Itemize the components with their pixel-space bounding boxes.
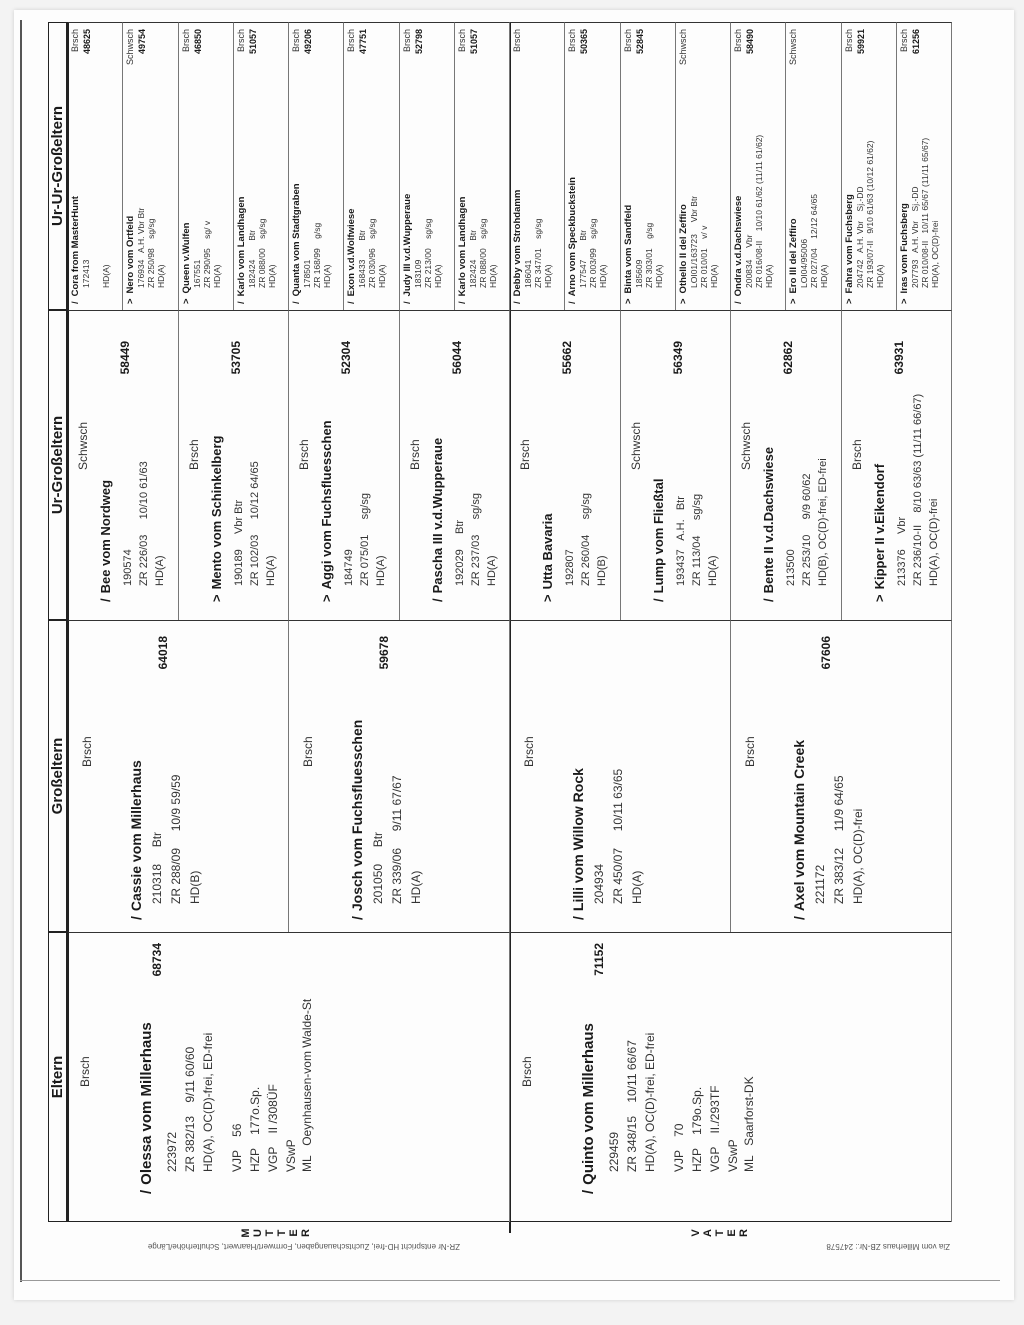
- relation-mark: /: [650, 598, 666, 602]
- detail-line: HD(A), OC(D)-frei: [929, 220, 940, 288]
- great-great-grandparent-cell: [179, 22, 234, 310]
- breed-label: Brsch: [186, 439, 201, 470]
- father-side-label: VATER: [690, 1227, 750, 1239]
- registry-number: 49754: [137, 29, 148, 55]
- detail-line: HD(A): [377, 264, 388, 288]
- detail-line: HD(A): [487, 264, 498, 288]
- parent-cell: [68, 932, 510, 1222]
- relation-mark: /: [512, 301, 523, 304]
- great-great-grandparent-cell: [289, 22, 344, 310]
- dog-name-row: [623, 205, 634, 304]
- breed-label: Schwsch: [76, 421, 90, 470]
- breeding-line: ML Saarforst-DK: [742, 1076, 756, 1172]
- detail-line: HD(A), OC(D)-frei, ED-frei: [201, 1032, 215, 1172]
- detail-line: ZR 016/08-II 10/10 61/62 (11/11 61/62): [754, 134, 764, 288]
- registry-number: 46850: [192, 29, 203, 55]
- performance-result: VJP 56: [230, 1123, 244, 1172]
- breed-label: Brsch: [291, 29, 301, 53]
- detail-line: ZR 088/00 sg/sg: [477, 218, 488, 288]
- great-great-grandparent-cell: [565, 22, 620, 310]
- detail-line: HD(A): [598, 264, 609, 288]
- detail-line: 186041: [523, 259, 533, 288]
- great-grandparent-cell: [621, 310, 732, 620]
- detail-line: ZR 213/00 sg/sg: [422, 218, 433, 288]
- detail-line: ZR 102/03 10/12 64/65: [248, 461, 261, 586]
- breed-label: Brsch: [456, 29, 467, 53]
- detail-line: 207793 A.H. Vbr Sj.-DD: [909, 186, 920, 288]
- column-header-parents: Eltern: [48, 932, 68, 1222]
- dog-name-row: [181, 223, 192, 304]
- breed-label: Brsch: [401, 29, 412, 53]
- registry-number: 68734: [150, 943, 164, 977]
- detail-line: ZR 237/03 sg/sg: [469, 493, 482, 586]
- grandparent-cell: [510, 620, 731, 932]
- detail-line: 223972: [165, 1131, 179, 1172]
- great-grandparent-cell: [400, 310, 511, 620]
- great-grandparent-cell: [179, 310, 290, 620]
- detail-line: 221172: [813, 864, 827, 904]
- relation-mark: /: [128, 916, 144, 920]
- dog-name: Cora from MasterHunt: [70, 196, 81, 297]
- dog-name: Utta Bavaria: [540, 513, 555, 590]
- detail-line: ZR 253/10 9/9 60/62: [801, 473, 813, 586]
- grandparent-cell: [68, 620, 289, 932]
- breed-label: Brsch: [518, 439, 532, 470]
- relation-mark: /: [70, 301, 81, 304]
- detail-line: ZR 260/04 sg/sg: [580, 493, 592, 586]
- breed-label: Schwsch: [739, 421, 753, 470]
- detail-line: HD(A), OC(D)-frei: [851, 808, 865, 904]
- detail-line: HD(A): [322, 264, 332, 288]
- breed-label: Brsch: [407, 439, 422, 470]
- detail-line: 213376 Vbr: [895, 516, 908, 586]
- breed-label: Brsch: [80, 736, 94, 767]
- detail-line: ZR 339/06 9/11 67/67: [390, 775, 404, 904]
- relation-mark: /: [580, 1189, 597, 1194]
- detail-line: 192807: [564, 549, 576, 586]
- detail-line: HD(A): [543, 264, 553, 288]
- detail-line: HD(A): [653, 264, 664, 288]
- registry-number: 64018: [156, 636, 170, 670]
- detail-line: ZR 226/03 10/10 61/63: [138, 461, 150, 586]
- dog-name-row: [236, 197, 247, 304]
- detail-line: 190189 Vbr Btr: [232, 499, 245, 586]
- dog-name: Ero III del Zeffiro: [788, 218, 800, 294]
- breed-label: Brsch: [622, 29, 633, 53]
- detail-line: HD(A): [485, 555, 498, 586]
- breed-label: Brsch: [733, 29, 743, 53]
- relation-mark: /: [346, 301, 358, 304]
- footer-dog-id: Zia vom Millerhaus ZB-Nr.: 247578: [826, 1242, 950, 1251]
- breed-label: Brsch: [78, 1056, 92, 1087]
- breed-label: Brsch: [843, 29, 854, 53]
- registry-number: 58449: [118, 341, 132, 375]
- breed-label: Brsch: [235, 29, 246, 53]
- detail-line: LOI01/163723 Vbr Btr: [688, 195, 699, 288]
- relation-mark: >: [871, 594, 887, 602]
- breed-label: Schwsch: [125, 29, 136, 66]
- detail-line: 167551: [191, 259, 202, 288]
- detail-line: ZR 236/10-II 8/10 63/63 (11/11 66/67): [911, 393, 924, 586]
- detail-line: HD(A): [154, 555, 166, 586]
- dog-name-row: [209, 436, 224, 602]
- great-great-grandparent-cell: [123, 22, 178, 310]
- relation-mark: /: [791, 916, 807, 920]
- detail-line: 193437 A.H. Btr: [674, 496, 687, 586]
- dog-name: Quanta vom Stadtgraben: [291, 183, 302, 297]
- dog-name: Othello II del Zeffiro: [677, 204, 689, 294]
- registry-number: 50365: [579, 29, 590, 55]
- relation-mark: >: [125, 298, 137, 304]
- detail-line: ZR 010/01 v/ v: [698, 225, 709, 288]
- dog-name: Quinto vom Millerhaus: [580, 1023, 597, 1185]
- performance-result: VGP II /308ÜF: [266, 1084, 280, 1172]
- great-great-grandparent-cell: [234, 22, 289, 310]
- detail-line: 176934 A.H. Vbr Btr: [136, 207, 147, 288]
- detail-line: HD(A): [264, 555, 277, 586]
- great-great-grandparent-cell: [455, 22, 510, 310]
- detail-line: HD(A): [101, 264, 111, 288]
- registry-number: 59678: [377, 636, 391, 670]
- dog-name-row: [291, 183, 302, 304]
- dog-name-row: [791, 740, 807, 920]
- great-great-grandparent-cell: [676, 22, 731, 310]
- detail-line: HD(B): [596, 555, 608, 586]
- mother-side-label: MUTTER: [240, 1227, 312, 1239]
- detail-line: 204934: [592, 863, 606, 904]
- relation-mark: /: [349, 916, 365, 920]
- dog-name: Cassie vom Millerhaus: [128, 760, 144, 912]
- relation-mark: /: [570, 916, 586, 920]
- detail-line: 200834 Vbr: [744, 234, 754, 288]
- performance-result: VGP II./293TF: [708, 1085, 722, 1172]
- dog-name: Karlo vom Landhagen: [235, 196, 247, 297]
- registry-number: 47751: [358, 29, 369, 55]
- relation-mark: /: [761, 598, 776, 602]
- performance-result: HZP 179o.Sp.: [690, 1086, 704, 1172]
- performance-result: VSwP: [284, 1139, 298, 1172]
- dog-name-row: [761, 447, 776, 602]
- registry-number: 63931: [891, 341, 906, 375]
- parent-cell: [510, 932, 952, 1222]
- dog-name-row: [580, 1023, 597, 1194]
- footer-legend: ZR-Nr entspricht HD-frei, Zuchtschauangaben, Formwert/Haarwert, Schulterhöhe/Länge: [147, 1242, 460, 1251]
- great-great-grandparent-cell: [344, 22, 399, 310]
- dog-name-row: [788, 218, 799, 304]
- relation-mark: >: [788, 298, 800, 304]
- great-great-grandparent-cell: [510, 22, 565, 310]
- great-grandparent-cell: [68, 310, 179, 620]
- detail-line: 178501: [302, 259, 312, 288]
- detail-line: ZR 088/00 sg/sg: [256, 218, 267, 288]
- relation-mark: /: [456, 301, 468, 304]
- dog-name: Iras vom Fuchsberg: [898, 203, 910, 294]
- detail-line: HD(A): [156, 264, 167, 288]
- breed-label: Brsch: [297, 439, 311, 470]
- detail-line: 182424 Btr: [246, 229, 257, 288]
- dog-name-row: [346, 209, 357, 304]
- dog-name: Nero vom Ortfeld: [125, 215, 137, 294]
- dog-name: Ondra v.d.Dachswiese: [733, 195, 744, 297]
- breed-label: Brsch: [301, 736, 315, 767]
- breed-label: Schwsch: [628, 421, 643, 470]
- dog-name-row: [733, 196, 744, 304]
- detail-line: HD(A): [630, 870, 644, 904]
- detail-line: 184749: [343, 549, 355, 586]
- great-great-grandparent-cell: [621, 22, 676, 310]
- breed-label: Brsch: [567, 29, 578, 53]
- detail-line: 213500: [785, 549, 797, 586]
- relation-mark: /: [138, 1189, 155, 1194]
- relation-mark: /: [235, 301, 247, 304]
- dog-name-row: [430, 438, 445, 602]
- detail-line: ZR 075/01 sg/sg: [359, 493, 371, 586]
- registry-number: 52798: [413, 29, 424, 55]
- breed-label: Brsch: [743, 736, 757, 767]
- detail-line: HD(A): [266, 264, 277, 288]
- breed-label: Schwsch: [788, 29, 799, 66]
- great-great-grandparent-cell: [731, 22, 786, 310]
- breed-label: Brsch: [70, 29, 80, 53]
- dog-name: Judy III v.d.Wupperaue: [401, 193, 413, 297]
- detail-line: 172413: [81, 259, 91, 288]
- column-header-great-great-grandparents: Ur-Ur-Großeltern: [48, 22, 68, 310]
- column-header-grandparents: Großeltern: [48, 620, 68, 932]
- dog-name-row: [651, 479, 666, 602]
- registry-number: 59921: [855, 29, 866, 55]
- registry-number: 52845: [634, 29, 645, 55]
- detail-line: ZR 450/07 10/11 63/65: [611, 768, 625, 904]
- dog-name: Debby vom Strohdamm: [512, 189, 523, 297]
- dog-name: Bee vom Nordweg: [98, 479, 113, 594]
- breed-label: Brsch: [849, 439, 864, 470]
- dog-name: Karlo vom Landhagen: [456, 196, 468, 297]
- dog-name-row: [457, 197, 468, 304]
- dog-name-row: [349, 720, 365, 920]
- dog-name: Lilli vom Willow Rock: [570, 768, 586, 912]
- detail-line: HD(A): [764, 264, 774, 288]
- dog-name: Fahra vom Fuchsberg: [843, 194, 855, 294]
- dog-name-row: [844, 194, 855, 304]
- relation-mark: >: [319, 594, 334, 602]
- detail-line: ZR 010/08-II 10/11 65/67 (11/11 65/67): [919, 137, 930, 288]
- dog-name-row: [70, 196, 81, 304]
- detail-line: HD(B): [188, 870, 202, 904]
- detail-line: 183109: [412, 259, 423, 288]
- dog-name-row: [125, 216, 136, 304]
- dog-name-row: [678, 204, 689, 304]
- detail-line: ZR 168/99 g/sg: [312, 222, 322, 288]
- registry-number: 56044: [449, 341, 464, 375]
- dog-name: Queen v.Wulfen: [180, 222, 192, 294]
- breed-label: Brsch: [522, 736, 536, 767]
- detail-line: 177547 Btr: [578, 229, 589, 288]
- breed-label: Brsch: [898, 29, 909, 53]
- registry-number: 71152: [592, 943, 606, 976]
- detail-line: ZR 030/96 sg/sg: [367, 218, 378, 288]
- detail-line: ZR 348/15 10/11 66/67: [625, 1040, 639, 1172]
- dog-name: Josch vom Fuchsfluesschen: [349, 719, 365, 912]
- dog-name: Mento vom Schinkelberg: [208, 435, 224, 590]
- dog-name: Aggi vom Fuchsfluesschen: [319, 420, 334, 590]
- breed-label: Brsch: [180, 29, 191, 53]
- relation-mark: >: [622, 298, 634, 304]
- detail-line: 185609: [633, 259, 644, 288]
- registry-number: 61256: [910, 29, 921, 55]
- detail-line: HD(B), OC(D)-frei, ED-frei: [817, 458, 829, 586]
- breeding-line: ML Oeynhausen-vom Walde-St: [300, 998, 314, 1172]
- registry-number: 49206: [303, 29, 313, 55]
- detail-line: LOI04/95006: [799, 238, 810, 288]
- dog-name: Kipper II v.Eikendorf: [871, 463, 887, 590]
- dog-name: Arno vom Speckbuckstein: [567, 177, 579, 297]
- dog-name-row: [872, 464, 887, 602]
- relation-mark: >: [677, 298, 689, 304]
- registry-number: 51057: [468, 29, 479, 55]
- detail-line: HD(A): [211, 264, 222, 288]
- dog-name-row: [899, 203, 910, 304]
- registry-number: 52304: [339, 341, 353, 375]
- great-great-grandparent-cell: [400, 22, 455, 310]
- performance-result: VSwP: [726, 1139, 740, 1172]
- dog-name: Binta vom Sandfeld: [622, 204, 634, 294]
- great-great-grandparent-cell: [842, 22, 897, 310]
- relation-mark: >: [208, 594, 224, 602]
- detail-line: HD(A): [706, 555, 719, 586]
- registry-number: 51057: [247, 29, 258, 55]
- great-great-grandparent-cell: [786, 22, 841, 310]
- grandparent-cell: [289, 620, 510, 932]
- detail-line: HD(A): [432, 264, 443, 288]
- detail-line: ZR 290/95 sg/ v: [201, 220, 212, 288]
- relation-mark: /: [733, 301, 744, 304]
- registry-number: 62862: [781, 341, 795, 375]
- dog-name: Axel vom Mountain Creek: [791, 739, 807, 912]
- detail-line: ZR 250/98 sg/sg: [146, 218, 157, 288]
- relation-mark: /: [291, 301, 302, 304]
- detail-line: HD(A), OC(D)-frei: [927, 498, 940, 586]
- detail-line: ZR 113/04 sg/sg: [690, 493, 703, 586]
- breed-label: Brsch: [346, 29, 357, 53]
- performance-result: VJP 70: [672, 1123, 686, 1172]
- registry-number: 55662: [560, 341, 574, 375]
- detail-line: ZR 383/12 11/9 64/65: [832, 775, 846, 904]
- detail-line: 204742 A.H. Vbr Sj.-DD: [854, 186, 865, 288]
- detail-line: ZR 003/99 sg/sg: [588, 218, 599, 288]
- dog-name-row: [98, 480, 113, 602]
- detail-line: HD(A): [375, 555, 387, 586]
- dog-name: Pascha III v.d.Wupperaue: [429, 437, 445, 594]
- detail-line: ZR 027/04 12/12 64/65: [809, 193, 820, 288]
- registry-number: 67606: [819, 636, 833, 670]
- detail-line: HD(A): [708, 264, 719, 288]
- detail-line: 168433 Btr: [357, 229, 368, 288]
- dog-name: Exon v.d.Wolfwiese: [346, 208, 358, 297]
- relation-mark: >: [540, 594, 555, 602]
- registry-number: 53705: [228, 341, 243, 375]
- relation-mark: >: [180, 298, 192, 304]
- relation-mark: /: [567, 301, 579, 304]
- relation-mark: >: [843, 298, 855, 304]
- great-great-grandparent-cell: [68, 22, 123, 310]
- grandparent-cell: [731, 620, 952, 932]
- dog-name: Olessa vom Millerhaus: [138, 1022, 155, 1185]
- detail-line: 190574: [122, 549, 134, 586]
- dog-name-row: [319, 420, 334, 602]
- dog-name-row: [570, 768, 586, 920]
- detail-line: 192029 Btr: [453, 519, 466, 586]
- great-grandparent-cell: [289, 310, 400, 620]
- detail-line: HD(A): [874, 264, 885, 288]
- relation-mark: >: [898, 298, 910, 304]
- breed-label: Schwsch: [677, 29, 688, 66]
- great-great-grandparent-cell: [897, 22, 952, 310]
- detail-line: ZR 303/01 g/sg: [643, 222, 654, 288]
- detail-line: ZR 193/07-II 9/10 61/63 (10/12 61/62): [864, 140, 875, 288]
- dog-name-row: [540, 514, 555, 602]
- detail-line: 210318 Btr: [150, 831, 164, 904]
- detail-line: HD(A): [409, 870, 423, 904]
- dog-name: Lump vom Fließtal: [650, 478, 666, 594]
- detail-line: 229459: [607, 1131, 621, 1172]
- detail-line: ZR 347/01 sg/sg: [533, 218, 543, 288]
- dog-name-row: [567, 177, 578, 304]
- detail-line: 201050 Btr: [371, 831, 385, 904]
- dog-name-row: [128, 760, 144, 920]
- dog-name-row: [402, 194, 413, 304]
- registry-number: 58490: [745, 29, 755, 55]
- registry-number: 56349: [670, 341, 685, 375]
- relation-mark: /: [98, 598, 113, 602]
- great-grandparent-cell: [731, 310, 842, 620]
- detail-line: ZR 382/13 9/11 60/60: [183, 1046, 197, 1172]
- dog-name: Bente II v.d.Dachswiese: [761, 446, 776, 594]
- great-grandparent-cell: [842, 310, 953, 620]
- performance-result: HZP 177o.Sp.: [248, 1086, 262, 1172]
- registry-number: 48625: [82, 29, 92, 55]
- breed-label: Brsch: [520, 1056, 534, 1087]
- column-header-great-grandparents: Ur-Großeltern: [48, 310, 68, 620]
- dog-name-row: [138, 1022, 155, 1194]
- relation-mark: /: [429, 598, 445, 602]
- detail-line: 182424 Btr: [467, 229, 478, 288]
- relation-mark: /: [401, 301, 413, 304]
- great-grandparent-cell: [510, 310, 621, 620]
- dog-name-row: [512, 190, 523, 304]
- detail-line: HD(A), OC(D)-frei, ED-frei: [643, 1032, 657, 1172]
- detail-line: ZR 288/09 10/9 59/59: [169, 774, 183, 904]
- breed-label: Brsch: [512, 29, 522, 53]
- detail-line: HD(A): [819, 264, 830, 288]
